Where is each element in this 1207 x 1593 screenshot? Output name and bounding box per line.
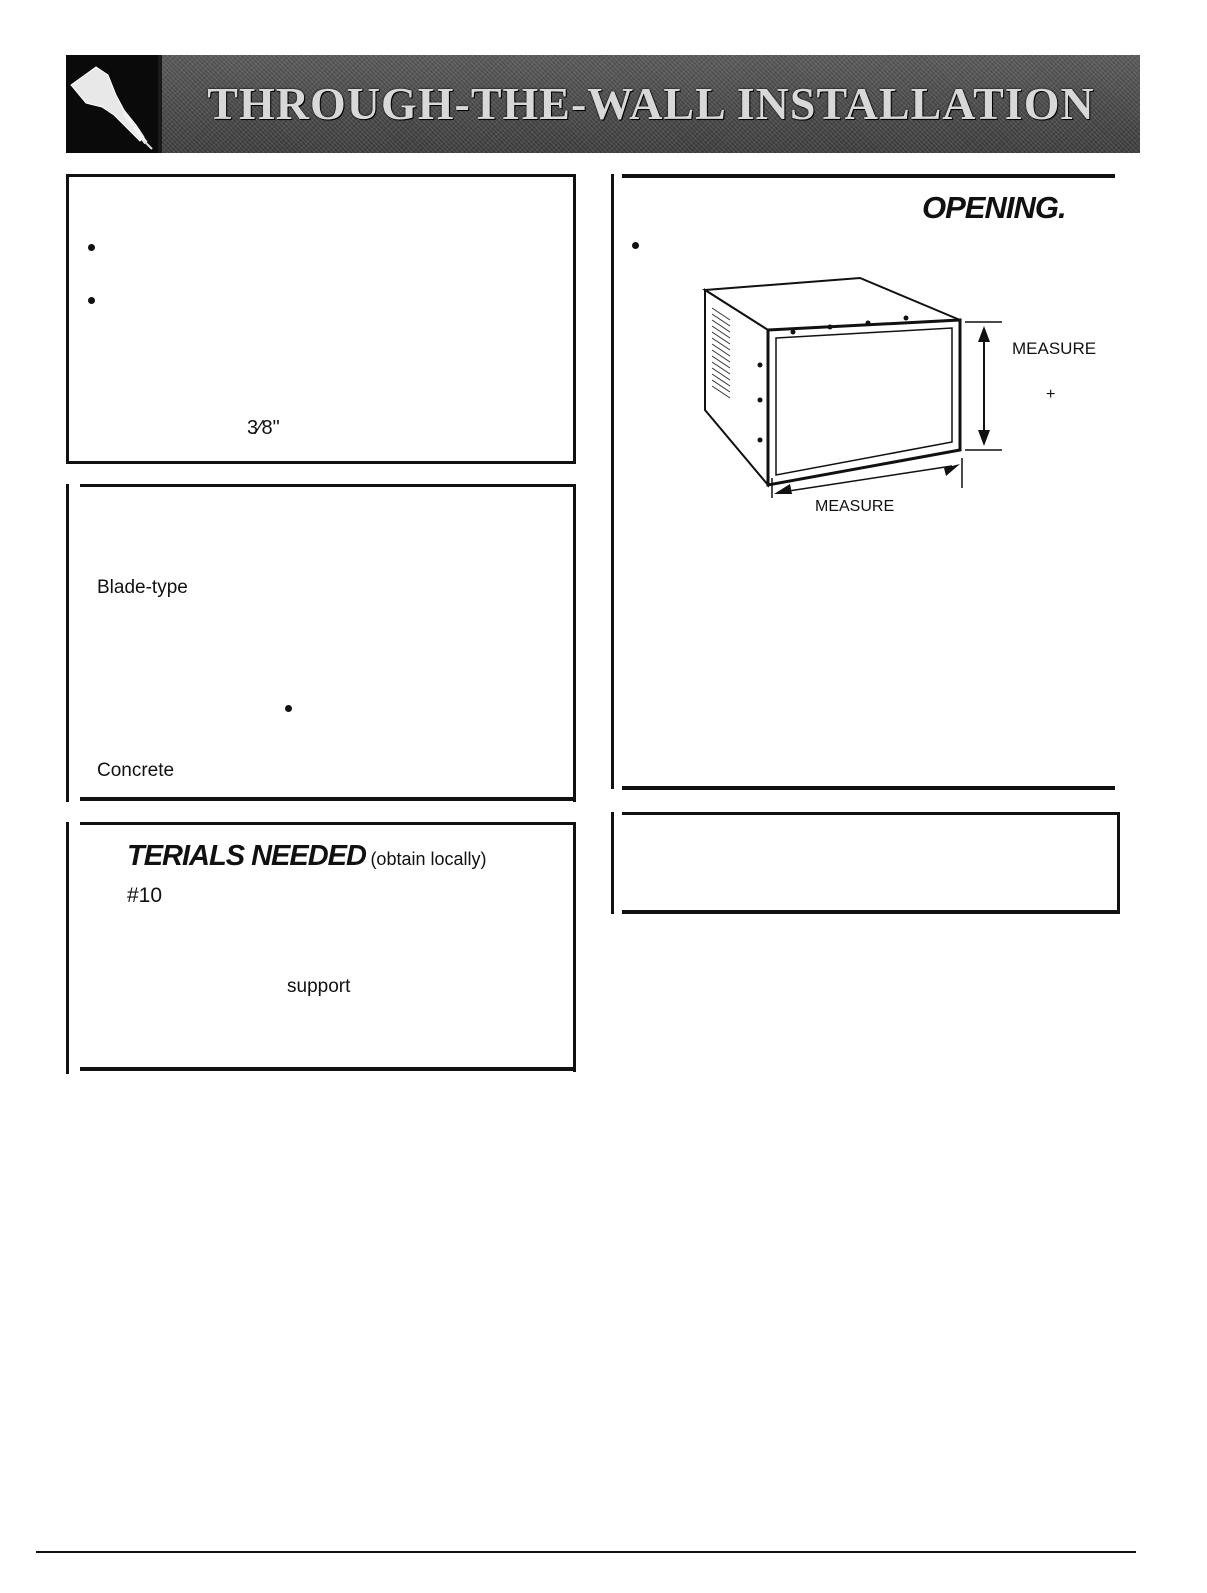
materials-heading [127, 840, 487, 873]
intro-box [66, 174, 576, 464]
opening-heading: OPENING. [922, 190, 1066, 225]
page-header [66, 55, 1140, 153]
measure-height-label: MEASURE [1012, 339, 1097, 358]
note-box-bottom-rule [622, 910, 1120, 914]
footer-rule [36, 1551, 1136, 1553]
page-title: THROUGH-THE-WALL INSTALLATION [207, 78, 1095, 129]
bullet [88, 297, 95, 304]
bullet [285, 705, 292, 712]
materials-box-top-rule [80, 822, 576, 825]
hand-screwdriver-icon [66, 55, 158, 153]
materials-box-bottom-rule [80, 1067, 576, 1071]
screw-size-text: #10 [127, 884, 163, 907]
opening-box-bottom-rule [622, 786, 1115, 790]
bullet [88, 244, 95, 251]
materials-box-right-border [573, 822, 576, 1072]
support-text: support [287, 976, 351, 997]
opening-box-left-border [611, 174, 614, 789]
fraction-text: 3⁄8" [247, 417, 280, 439]
materials-heading-note: (obtain locally) [370, 849, 487, 869]
note-box-right-border [1117, 812, 1120, 914]
tools-box-bottom-rule [80, 797, 576, 801]
plus-sign: + [1046, 386, 1056, 403]
header-band [162, 55, 1140, 153]
note-box-top-rule [622, 812, 1120, 815]
tools-box-top-rule [80, 484, 576, 487]
concrete-text: Concrete [97, 760, 175, 781]
bullet [632, 242, 639, 249]
measure-width-label: MEASURE [815, 498, 895, 515]
materials-box-left-border [66, 822, 69, 1074]
tools-box-right-border [573, 484, 576, 802]
tools-box-left-border [66, 484, 69, 802]
materials-heading-text: TERIALS NEEDED [127, 840, 366, 872]
blade-type-text: Blade-type [97, 577, 188, 598]
note-box-left-border [611, 812, 614, 914]
opening-box-top-rule [622, 174, 1115, 178]
wall-sleeve-diagram [690, 270, 1030, 520]
